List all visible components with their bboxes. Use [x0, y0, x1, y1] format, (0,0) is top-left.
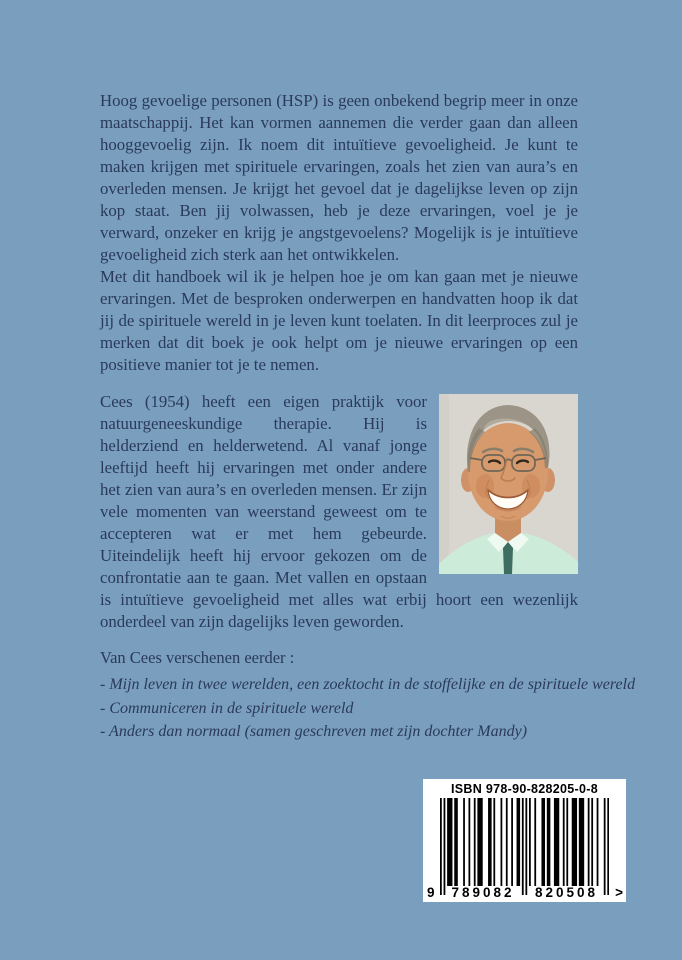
- previous-books-section: [100, 646, 662, 744]
- barcode-digit-first: 9: [427, 885, 435, 900]
- previous-books-heading: Van Cees verschenen eerder :: [100, 648, 295, 667]
- barcode-digit-group-2: 820508: [534, 885, 599, 900]
- book-list-item: - Communiceren in de spirituele wereld: [100, 699, 354, 717]
- barcode-trailing-char: >: [615, 885, 623, 900]
- author-bio-section: [100, 391, 578, 633]
- barcode-digit-group-1: 789082: [451, 885, 515, 900]
- book-list-item: - Mijn leven in twee werelden, een zoektocht in de stoffelijke en de spirituele wereld: [100, 676, 636, 693]
- blurb-section: [100, 90, 578, 376]
- blurb-paragraph-2: Met dit handboek wil ik je helpen hoe je om kan gaan met je nieuwe ervaringen. Met de besproken onderwerpen en handvatten hoop ik dat jij de spirituele wereld in je leven kunt toelaten. In dit leerproces zul je merken dat dit boek je ook helpt om je nieuwe ervaringen op een positieve manier tot je te nemen.: [100, 267, 578, 374]
- author-bio-text: Cees (1954) heeft een eigen praktijk voor natuurgeneeskundige therapie. Hij is helderziend en helderwetend. Al vanaf jonge leeftijd heeft hij ervaringen met onder andere het zien van aura’s en overleden mensen. Er zijn vele momenten van weerstand geweest om te accepteren wat er met hem gebeurde. Uiteindelijk heeft hij ervoor gekozen om de confrontatie aan te gaan. Met vallen en opstaan is intuïtieve gevoeligheid met alles wat erbij hoort een wezenlijk onderdeel van zijn dagelijks leven geworden.: [100, 392, 578, 631]
- book-list-item: - Anders dan normaal (samen geschreven met zijn dochter Mandy): [100, 723, 528, 740]
- author-photo: [439, 394, 578, 574]
- isbn-barcode-box: [423, 779, 626, 902]
- author-portrait-illustration: [439, 394, 578, 574]
- ean13-barcode: [440, 798, 609, 895]
- barcode-digits: [423, 885, 626, 900]
- blurb-paragraph-1: Hoog gevoelige personen (HSP) is geen onbekend begrip meer in onze maatschappij. Het kan vormen aannemen die verder gaan dan alleen hooggevoelig zijn. Ik noem dit intuïtieve gevoeligheid. Je kunt te maken krijgen met spirituele ervaringen, zoals het zien van aura’s en overleden mensen. Je krijgt het gevoel dat je dagelijkse leven op zijn kop staat. Ben jij volwassen, heb je deze ervaringen, voel je je verward, onzeker en krijg je angstgevoelens? Mogelijk is je intuïtieve gevoeligheid zich sterk aan het ontwikkelen.: [100, 91, 578, 264]
- isbn-label: ISBN 978-90-828205-0-8: [451, 782, 598, 796]
